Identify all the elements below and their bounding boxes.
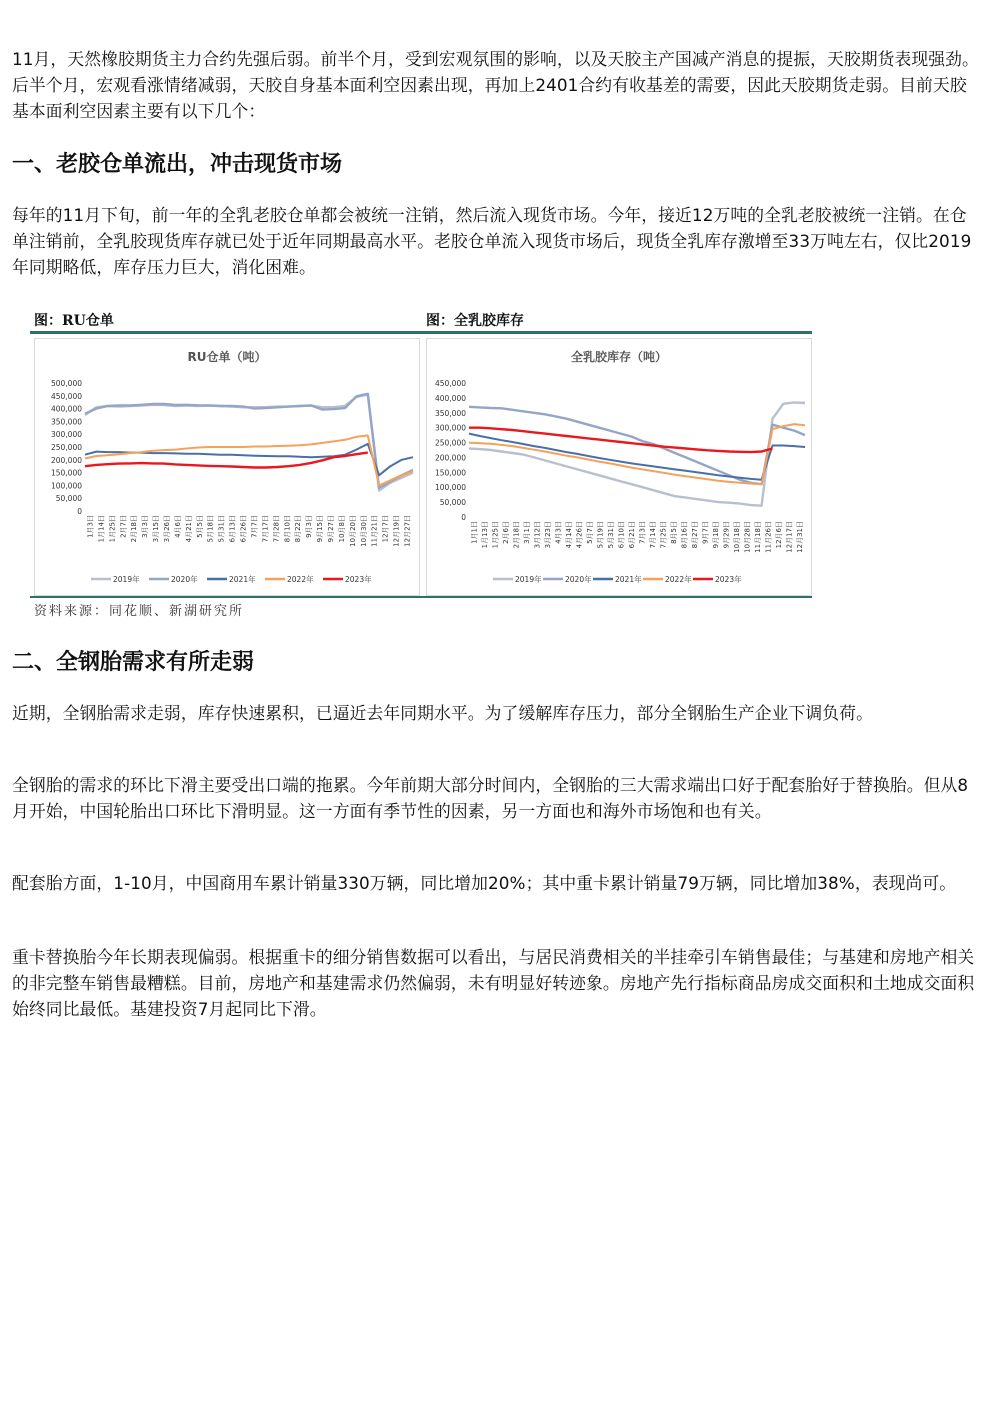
x-tick-label: 9月18日 — [711, 521, 720, 549]
section2-paragraph-2: 全钢胎的需求的环比下滑主要受出口端的拖累。今年前期大部分时间内，全钢胎的三大需求端出口好于配套胎好于替换胎。但从8月开始，中国轮胎出口环比下滑明显。这一方面有季节性的因素，另一方面也和海外市场饱和也有关。 — [12, 775, 969, 821]
series-line-2019年 — [85, 395, 413, 491]
legend-label: 2022年 — [665, 575, 692, 584]
section2-paragraph-1: 近期，全钢胎需求走弱，库存快速累积，已逼近去年同期水平。为了缓解库存压力，部分全钢胎生产企业下调负荷。 — [12, 703, 873, 723]
x-tick-label: 11月21日 — [370, 515, 379, 547]
x-tick-label: 2月18日 — [512, 521, 521, 549]
x-tick-label: 2月6日 — [501, 521, 510, 544]
series-line-2022年 — [85, 436, 413, 486]
x-tick-label: 8月5日 — [669, 521, 678, 544]
x-tick-label: 4月6日 — [173, 515, 182, 538]
legend-label: 2023年 — [345, 575, 372, 584]
legend-label: 2023年 — [715, 575, 742, 584]
ru-warehouse-chart-svg — [35, 339, 419, 595]
x-tick-label: 7月3日 — [638, 521, 647, 544]
x-tick-label: 7月7日 — [250, 515, 259, 538]
x-tick-label: 1月25日 — [491, 521, 500, 549]
x-tick-label: 9月27日 — [327, 515, 335, 543]
y-tick-label: 350,000 — [434, 408, 466, 418]
x-tick-label: 1月14日 — [97, 515, 106, 543]
x-tick-label: 4月14日 — [564, 521, 573, 549]
x-tick-label: 5月31日 — [217, 515, 226, 543]
section1-paragraph: 每年的11月下旬，前一年的全乳老胶仓单都会被统一注销，然后流入现货市场。今年，接近12万吨的全乳老胶被统一注销。在仓单注销前，全乳胶现货库存就已处于近年同期最高水平。老胶仓单流入现货市场后，现货全乳库存激增至33万吨左右，仅比2019年同期略低，库存压力巨大，消化困难。 — [12, 205, 972, 277]
ru-warehouse-chart — [34, 338, 420, 596]
x-tick-label: 1月1日 — [470, 521, 479, 544]
series-line-2020年 — [469, 407, 805, 484]
y-tick-label: 50,000 — [439, 498, 466, 508]
section2-paragraph-4: 重卡替换胎今年长期表现偏弱。根据重卡的细分销售数据可以看出，与居民消费相关的半挂牵引车销售最佳；与基建和房地产相关的非完整车销售最糟糕。目前，房地产和基建需求仍然偏弱，未有明显好转迹象。房地产先行指标商品房成交面积和土地成交面积始终同比最低。基建投资7月起同比下滑。 — [12, 947, 975, 1019]
x-tick-label: 8月16日 — [680, 521, 689, 549]
y-tick-label: 350,000 — [50, 417, 82, 427]
y-tick-label: 200,000 — [434, 453, 466, 463]
figure-top-rule — [30, 331, 812, 334]
x-tick-label: 3月3日 — [141, 515, 150, 538]
legend-label: 2019年 — [515, 575, 542, 584]
x-tick-label: 3月23日 — [543, 521, 552, 549]
latex-inventory-chart — [426, 338, 812, 596]
x-tick-label: 7月25日 — [659, 521, 668, 549]
y-tick-label: 150,000 — [434, 468, 466, 478]
y-tick-label: 300,000 — [50, 430, 82, 440]
y-tick-label: 400,000 — [434, 393, 466, 403]
x-tick-label: 1月13日 — [480, 521, 489, 549]
x-tick-label: 12月6日 — [774, 521, 783, 549]
x-tick-label: 8月22日 — [294, 515, 303, 543]
x-tick-label: 3月12日 — [533, 521, 542, 549]
x-tick-label: 3月15日 — [152, 515, 161, 543]
x-tick-label: 4月21日 — [184, 515, 193, 543]
x-tick-label: 12月27日 — [403, 515, 412, 547]
x-tick-label: 7月14日 — [648, 521, 657, 549]
figure-bottom-rule — [30, 596, 812, 598]
x-tick-label: 12月7日 — [381, 515, 390, 543]
x-tick-label: 12月19日 — [392, 515, 401, 547]
legend-label: 2020年 — [171, 575, 198, 584]
y-tick-label: 450,000 — [434, 379, 466, 388]
series-line-2023年 — [469, 428, 773, 452]
x-tick-label: 6月26日 — [239, 515, 248, 543]
x-tick-label: 9月3日 — [305, 515, 314, 538]
legend-label: 2022年 — [287, 575, 314, 584]
x-tick-label: 9月29日 — [722, 521, 731, 549]
x-tick-label: 8月27日 — [690, 521, 699, 549]
y-tick-label: 450,000 — [50, 391, 82, 401]
latex-inventory-chart-svg — [427, 339, 811, 595]
y-tick-label: 400,000 — [50, 404, 82, 414]
x-tick-label: 4月3日 — [554, 521, 563, 544]
x-tick-label: 7月17日 — [261, 515, 270, 543]
x-tick-label: 6月13日 — [228, 515, 237, 543]
x-tick-label: 5月7日 — [585, 521, 594, 544]
x-tick-label: 10月28日 — [743, 521, 752, 553]
x-tick-label: 5月5日 — [195, 515, 204, 538]
y-tick-label: 300,000 — [434, 423, 466, 433]
chart-title: RU仓单（吨） — [187, 350, 267, 364]
y-tick-label: 50,000 — [55, 494, 82, 504]
figure-caption-left: 图：RU仓单 — [34, 313, 114, 329]
series-line-2019年 — [469, 402, 805, 505]
x-tick-label: 11月18日 — [753, 521, 762, 553]
y-tick-label: 500,000 — [50, 379, 82, 388]
x-tick-label: 10月30日 — [359, 515, 368, 547]
x-tick-label: 6月21日 — [627, 521, 636, 549]
x-tick-label: 2月7日 — [119, 515, 128, 538]
section1-heading: 一、老胶仓单流出，冲击现货市场 — [12, 152, 343, 177]
x-tick-label: 9月7日 — [701, 521, 710, 544]
x-tick-label: 7月28日 — [272, 515, 281, 543]
intro-paragraph: 11月，天然橡胶期货主力合约先强后弱。前半个月，受到宏观氛围的影响，以及天胶主产国减产消息的提振，天胶期货表现强劲。后半个月，宏观看涨情绪减弱，天胶自身基本面利空因素出现，再加上2401合约有收基差的需要，因此天胶期货走弱。目前天胶基本面利空因素主要有以下几个： — [12, 49, 979, 121]
section2-paragraph-3: 配套胎方面，1-10月，中国商用车累计销量330万辆，同比增加20%；其中重卡累计销量79万辆，同比增加38%，表现尚可。 — [12, 873, 957, 893]
series-line-2021年 — [85, 444, 413, 475]
figure-source: 资料来源：同花顺、新湖研究所 — [34, 604, 245, 619]
legend-label: 2021年 — [615, 575, 642, 584]
y-tick-label: 100,000 — [434, 483, 466, 493]
y-tick-label: 100,000 — [50, 481, 82, 491]
x-tick-label: 10月20日 — [348, 515, 357, 547]
x-tick-label: 1月25日 — [108, 515, 117, 543]
x-tick-label: 1月3日 — [86, 515, 95, 538]
figure-caption-right: 图：全乳胶库存 — [426, 313, 524, 329]
x-tick-label: 5月31日 — [606, 521, 615, 549]
x-tick-label: 9月15日 — [316, 515, 325, 543]
series-line-2021年 — [469, 434, 805, 480]
y-tick-label: 200,000 — [50, 455, 82, 465]
x-tick-label: 5月18日 — [206, 515, 215, 543]
x-tick-label: 10月8日 — [337, 515, 346, 543]
y-tick-label: 150,000 — [50, 468, 82, 478]
x-tick-label: 4月26日 — [575, 521, 584, 549]
x-tick-label: 10月18日 — [732, 521, 741, 553]
y-tick-label: 250,000 — [434, 438, 466, 448]
legend-label: 2020年 — [565, 575, 592, 584]
legend-label: 2019年 — [113, 575, 140, 584]
x-tick-label: 3月1日 — [522, 521, 531, 544]
x-tick-label: 12月31日 — [795, 521, 804, 553]
x-tick-label: 2月18日 — [130, 515, 139, 543]
x-tick-label: 5月19日 — [596, 521, 605, 549]
x-tick-label: 12月17日 — [785, 521, 794, 553]
x-tick-label: 6月10日 — [617, 521, 626, 549]
y-tick-label: 0 — [461, 513, 466, 522]
y-tick-label: 250,000 — [50, 443, 82, 452]
series-line-2020年 — [85, 394, 413, 488]
x-tick-label: 3月26日 — [163, 515, 171, 543]
legend-label: 2021年 — [229, 575, 256, 584]
y-tick-label: 0 — [77, 507, 82, 516]
section2-heading: 二、全钢胎需求有所走弱 — [12, 650, 255, 675]
chart-title: 全乳胶库存（吨） — [570, 350, 668, 364]
figure-ru-inventory — [26, 306, 816, 620]
x-tick-label: 8月10日 — [283, 515, 292, 543]
x-tick-label: 11月26日 — [764, 521, 773, 553]
